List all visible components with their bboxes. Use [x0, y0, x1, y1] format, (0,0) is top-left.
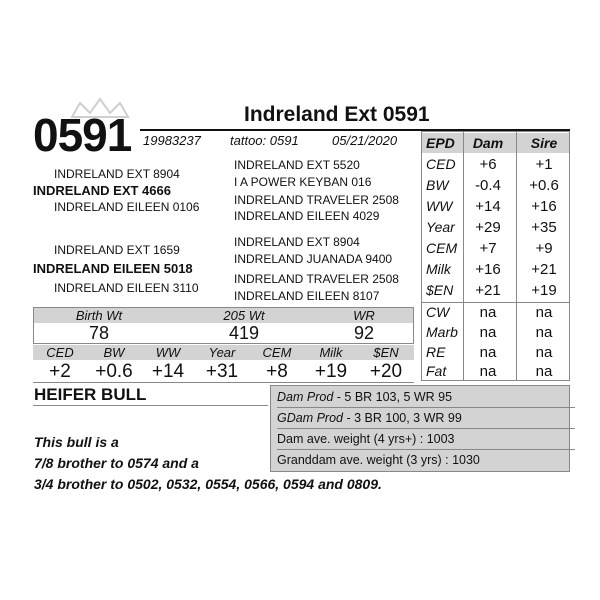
pedigree-dam-dam: INDRELAND EILEEN 3110 — [54, 281, 199, 295]
epd-dam-value: +29 — [475, 219, 501, 236]
pedigree-sire-dam: INDRELAND EILEEN 0106 — [54, 200, 200, 214]
epd-sire-value: na — [535, 304, 553, 321]
calf-epd-value: +8 — [266, 361, 288, 382]
pedigree-sire-sire: INDRELAND EXT 8904 — [54, 167, 180, 181]
dam-prod-value: - 5 BR 103, 5 WR 95 — [333, 390, 453, 404]
epd-dam-value: na — [479, 344, 497, 361]
epd-label: Marb — [426, 324, 458, 340]
pedigree-sss: INDRELAND EXT 5520 — [234, 158, 360, 172]
calf-epd-value: +0.6 — [95, 361, 133, 382]
granddam-average-weight: Granddam ave. weight (3 yrs) : 1030 — [277, 453, 480, 467]
weights-values — [34, 323, 413, 344]
epd-sire-value: +0.6 — [529, 177, 559, 194]
epd-sire-value: na — [535, 363, 553, 380]
calf-epd-header — [33, 345, 414, 360]
calf-epd-value: +19 — [314, 361, 348, 382]
remark-line: 3/4 brother to 0502, 0532, 0554, 0566, 0594 and 0809. — [34, 476, 382, 492]
epd-header-sire: Sire — [530, 135, 558, 151]
epd-label: CW — [426, 304, 450, 320]
pedigree-dss: INDRELAND EXT 8904 — [234, 235, 360, 249]
epd-dam-value: +6 — [479, 156, 497, 173]
weaning-ratio-label: WR — [353, 308, 375, 323]
epd-sire-value: na — [535, 344, 553, 361]
epd-row-year — [422, 217, 569, 238]
gdam-prod-value: - 3 BR 100, 3 WR 99 — [343, 411, 462, 425]
birth-weight-label: Birth Wt — [75, 308, 123, 323]
gdam-prod-line — [277, 412, 462, 425]
category-label: HEIFER BULL — [34, 385, 147, 404]
epd-row-en — [422, 280, 569, 301]
epd-row-ced — [422, 154, 569, 175]
gdam-prod-label: GDam Prod — [277, 411, 343, 425]
epd-label: $EN — [426, 282, 454, 298]
epd-dam-value: +16 — [475, 261, 501, 278]
pedigree-ssd: I A POWER KEYBAN 016 — [234, 175, 372, 189]
epd-row-fat — [422, 361, 569, 382]
epd-row-cw — [422, 302, 569, 323]
calf-epd-label: Milk — [319, 345, 343, 360]
epd-label: BW — [426, 177, 449, 193]
calf-epd-label: $EN — [373, 345, 399, 360]
parent-epd-table — [421, 131, 570, 381]
205-weight-value: 419 — [228, 323, 260, 343]
pedigree-dds: INDRELAND TRAVELER 2508 — [234, 272, 399, 286]
epd-label: WW — [426, 198, 453, 214]
epd-label: Milk — [426, 261, 451, 277]
lot-number: 0591 — [33, 109, 132, 161]
epd-table-header — [422, 133, 569, 153]
dam-info-divider — [277, 428, 575, 429]
epd-row-milk — [422, 259, 569, 280]
weaning-ratio-value: 92 — [353, 323, 375, 343]
epd-dam-value: na — [479, 304, 497, 321]
epd-label: CED — [426, 156, 456, 172]
epd-header-dam: Dam — [472, 135, 504, 151]
calf-epd-label: CED — [46, 345, 74, 360]
calf-epd-value: +14 — [151, 361, 185, 382]
animal-name: Indreland Ext 0591 — [244, 103, 430, 126]
calf-epd-label: CEM — [262, 345, 292, 360]
birth-date: 05/21/2020 — [332, 133, 398, 148]
tattoo: tattoo: 0591 — [230, 133, 299, 148]
pedigree-sds: INDRELAND TRAVELER 2508 — [234, 193, 399, 207]
remark-line: This bull is a — [34, 434, 119, 450]
epd-label: CEM — [426, 240, 458, 256]
pedigree-sdd: INDRELAND EILEEN 4029 — [234, 209, 380, 223]
dam-average-weight: Dam ave. weight (4 yrs+) : 1003 — [277, 432, 455, 446]
epd-label: RE — [426, 344, 446, 360]
epd-sire-value: +9 — [535, 240, 553, 257]
epd-dam-value: na — [479, 363, 497, 380]
dam-production-box — [270, 385, 570, 472]
epd-dam-value: +21 — [475, 282, 501, 299]
epd-dam-value: +7 — [479, 240, 497, 257]
205-weight-label: 205 Wt — [223, 308, 265, 323]
epd-sire-value: na — [535, 324, 553, 341]
epd-row-cem — [422, 238, 569, 259]
pedigree-dam-sire: INDRELAND EXT 1659 — [54, 243, 180, 257]
calf-epd-value: +2 — [49, 361, 71, 382]
epd-header-label: EPD — [426, 135, 455, 151]
weights-header — [34, 308, 413, 323]
calf-epd-value: +31 — [205, 361, 239, 382]
dam-prod-line — [277, 391, 452, 404]
epd-dam-value: +14 — [475, 198, 501, 215]
calf-epd-label: WW — [155, 345, 181, 360]
calf-epd-label: Year — [208, 345, 236, 360]
epd-row-marb — [422, 322, 569, 343]
epd-sire-value: +19 — [531, 282, 557, 299]
dam-prod-label: Dam Prod — [277, 390, 334, 404]
pedigree-ddd: INDRELAND EILEEN 8107 — [234, 289, 380, 303]
calf-epd-values — [33, 361, 414, 383]
epd-label: Fat — [426, 363, 447, 379]
epd-column-divider — [516, 132, 517, 380]
dam-info-divider — [277, 449, 575, 450]
pedigree-dsd: INDRELAND JUANADA 9400 — [234, 252, 393, 266]
weights-table — [33, 307, 414, 344]
pedigree-sire: INDRELAND EXT 4666 — [33, 183, 171, 198]
epd-sire-value: +21 — [531, 261, 557, 278]
epd-sire-value: +16 — [531, 198, 557, 215]
epd-row-bw — [422, 175, 569, 196]
epd-dam-value: -0.4 — [475, 177, 501, 194]
epd-sire-value: +1 — [535, 156, 553, 173]
remark-line: 7/8 brother to 0574 and a — [34, 455, 199, 471]
epd-dam-value: na — [479, 324, 497, 341]
calf-epd-value: +20 — [369, 361, 403, 382]
epd-row-re — [422, 342, 569, 363]
epd-sire-value: +35 — [531, 219, 557, 236]
pedigree-dam: INDRELAND EILEEN 5018 — [33, 261, 193, 276]
registration-number: 19983237 — [143, 133, 201, 148]
dam-info-divider — [277, 407, 575, 408]
epd-column-divider — [463, 132, 464, 380]
epd-label: Year — [426, 219, 455, 235]
category-divider — [33, 405, 268, 406]
epd-row-ww — [422, 196, 569, 217]
calf-epd-label: BW — [103, 345, 125, 360]
birth-weight-value: 78 — [88, 323, 110, 343]
